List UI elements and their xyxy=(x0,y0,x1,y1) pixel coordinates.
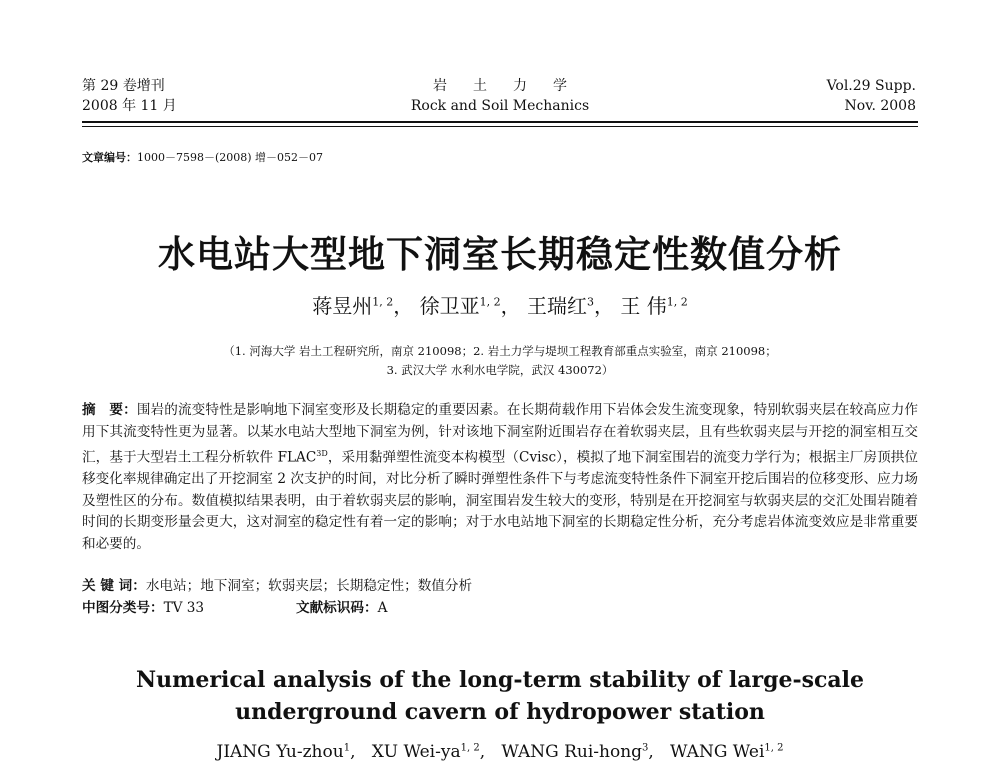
author-cn: 徐卫亚 xyxy=(419,294,480,318)
article-number-value: 1000－7598－(2008) 增－052－07 xyxy=(137,151,324,164)
paper-title-en-line: underground cavern of hydropower station xyxy=(235,699,765,725)
paper-title-en xyxy=(0,664,1000,728)
author-en: XU Wei-ya xyxy=(371,742,461,762)
author-cn: 王 伟 xyxy=(620,294,667,318)
document-code xyxy=(296,596,387,616)
author-affil-sup: 1, 2 xyxy=(764,742,784,754)
abstract-sup: 3D xyxy=(316,449,328,458)
journal-volume-info-en xyxy=(827,76,916,116)
article-number xyxy=(82,149,323,165)
journal-name-en: Rock and Soil Mechanics xyxy=(410,98,590,114)
abstract-text-cont: ，采用黏弹塑性流变本构模型（Cvisc），模拟了地下洞室围岩的流变力学行为；根据主厂房顶拱位移变化率规律确定出了开挖洞室 2 次支护的时间，对比分析了瞬时弹塑性条件下与考虑流变特性条件下洞室开挖后围岩的位移变形、应力场及塑性区的分布。数值模拟结果表明，由于着软弱夹层的影响，洞室围岩发生较大的变形，特别是在开挖洞室与软弱夹层的交汇处围岩随着时间的长期变形量会更大，这对洞室的稳定性有着一定的影响；对于水电站地下洞室的长期稳定性分析，充分考虑岩体流变效应是非常重要和必要的。 xyxy=(82,449,918,552)
affiliation-line: （1. 河海大学 岩土工程研究所，南京 210098；2. 岩土力学与堤坝工程教育部重点实验室，南京 210098； xyxy=(223,344,777,358)
classification xyxy=(82,596,204,616)
journal-name-cn: 岩土力学 xyxy=(433,78,593,94)
abstract-text: 围岩的流变特性是影响地下洞室变形及长期稳定的重要因素。在长期荷载作用下岩体会发生流变现象，特别软弱夹层在较高应力作用下其流变特性更为显著。以某水电站大型地下洞室为例，针对该地下洞室附近围岩存在着软弱夹层，且有些软弱夹层与开挖的洞室相互交汇，基于大型岩土工程分析软件 FLAC xyxy=(82,402,918,466)
header-rule-thin xyxy=(82,126,918,127)
paper-title-cn: 水电站大型地下洞室长期稳定性数值分析 xyxy=(158,233,842,276)
document-code-label: 文献标识码： xyxy=(296,600,378,616)
author-cn: 王瑞红 xyxy=(527,294,587,318)
date-en: Nov. 2008 xyxy=(844,98,916,114)
paper-title-en-line: Numerical analysis of the long-term stability of large-scale xyxy=(135,667,865,693)
author-affil-sup: 1, 2 xyxy=(372,295,394,309)
keywords-label: 关 键 词： xyxy=(82,578,146,594)
classification-label: 中图分类号： xyxy=(82,600,164,616)
document-code-value: A xyxy=(377,600,388,616)
author-affil-sup: 3 xyxy=(587,295,594,309)
author-affil-sup: 1, 2 xyxy=(666,295,688,309)
keywords-value: 水电站；地下洞室；软弱夹层；长期稳定性；数值分析 xyxy=(145,578,473,594)
volume-issue: 第 29 卷增刊 xyxy=(82,78,165,94)
author-affil-sup: 3 xyxy=(642,742,649,754)
article-number-label: 文章编号： xyxy=(82,151,137,164)
classification-value: TV 33 xyxy=(163,600,205,616)
author-cn: 蒋昱州 xyxy=(312,294,373,318)
author-en: WANG Wei xyxy=(670,742,765,762)
keywords xyxy=(82,574,472,594)
author-affil-sup: 1, 2 xyxy=(479,295,501,309)
author-affil-sup: 1, 2 xyxy=(460,742,480,754)
author-affil-sup: 1 xyxy=(343,742,351,754)
author-en: JIANG Yu-zhou xyxy=(216,742,344,762)
authors-cn: 蒋昱州$^{1, 2}$， 徐卫亚$^{1, 2}$， 王瑞红$^3$， 王 伟$^{1, 2}$ xyxy=(312,294,688,318)
affiliation-line: 3. 武汉大学 水利水电学院，武汉 430072） xyxy=(386,363,614,377)
volume-en: Vol.29 Supp. xyxy=(826,78,916,94)
header-rule-thick xyxy=(82,121,918,123)
authors-en: JIANG Yu-zhou$^1$, XU Wei-ya$^{1, 2}$, WANG Rui-hong$^3$, WANG Wei$^{1, 2}$ xyxy=(216,742,784,762)
publication-date: 2008 年 11 月 xyxy=(82,98,177,114)
abstract-label: 摘 要： xyxy=(82,402,137,418)
author-en: WANG Rui-hong xyxy=(501,742,643,762)
abstract-cn xyxy=(82,400,918,555)
